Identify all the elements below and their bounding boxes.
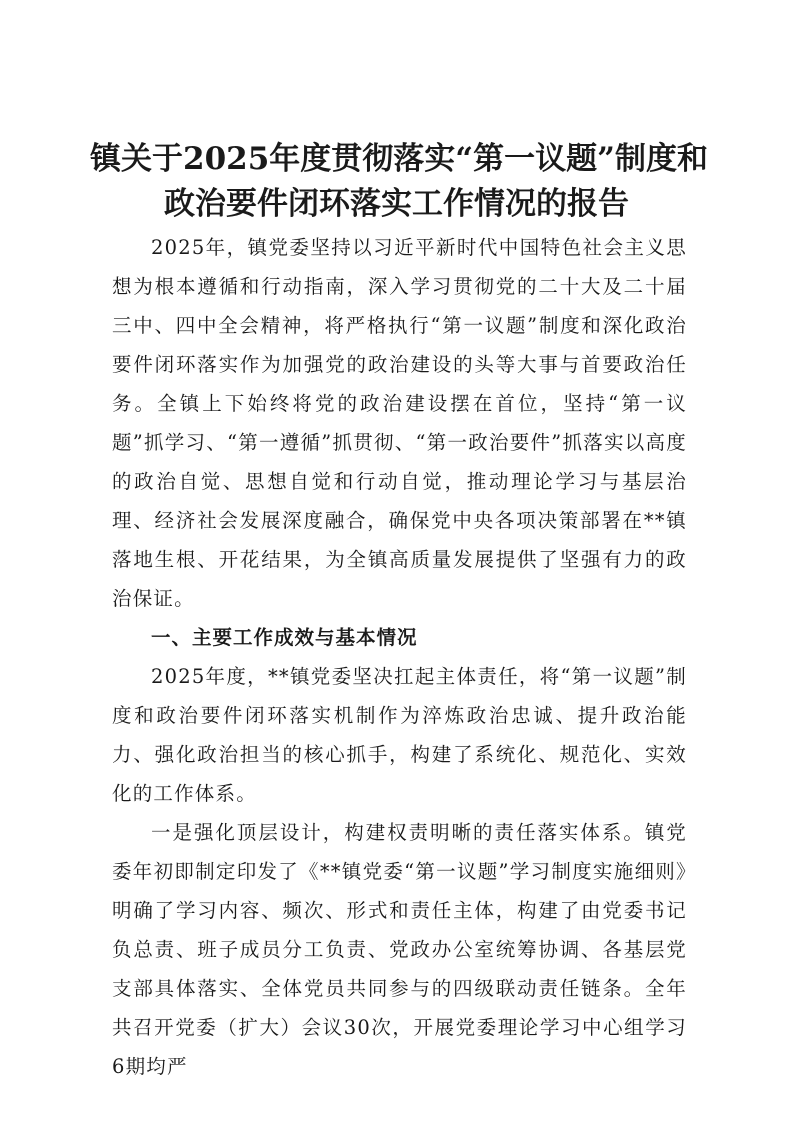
section-heading: 一、主要工作成效与基本情况 [151, 626, 418, 649]
section-paragraph: 2025年度，**镇党委坚决扛起主体责任，将“第一议题”制度和政治要件闭环落实机制作为淬炼政治忠诚、提升政治能力、强化政治担当的核心抓手，构建了系统化、规范化、实效化的工作体系。 [112, 665, 687, 805]
section-paragraph: 一是强化顶层设计，构建权责明晰的责任落实体系。镇党委年初即制定印发了《**镇党委“第一议题”学习制度实施细则》明确了学习内容、频次、形式和责任主体，构建了由党委书记负总责、班子成员分工负责、党政办公室统筹协调、各基层党支部具体落实、全体党员共同参与的四级联动责任链条。全年共召开党委（扩大）会议30次，开展党委理论学习中心组学习6期均严 [112, 821, 687, 1078]
document-title-line-1: 镇关于2025年度贯彻落实“第一议题”制度和 [90, 141, 708, 177]
document-body [112, 228, 687, 1086]
document-title-line-2: 政治要件闭环落实工作情况的报告 [164, 186, 629, 222]
intro-paragraph: 2025年，镇党委坚持以习近平新时代中国特色社会主义思想为根本遵循和行动指南，深入学习贯彻党的二十大及二十届三中、四中全会精神，将严格执行“第一议题”制度和深化政治要件闭环落实作为加强党的政治建设的头等大事与首要政治任务。全镇上下始终将党的政治建设摆在首位，坚持“第一议题”抓学习、“第一遵循”抓贯彻、“第一政治要件”抓落实以高度的政治自觉、思想自觉和行动自觉，推动理论学习与基层治理、经济社会发展深度融合，确保党中央各项决策部署在**镇落地生根、开花结果，为全镇高质量发展提供了坚强有力的政治保证。 [112, 236, 687, 610]
